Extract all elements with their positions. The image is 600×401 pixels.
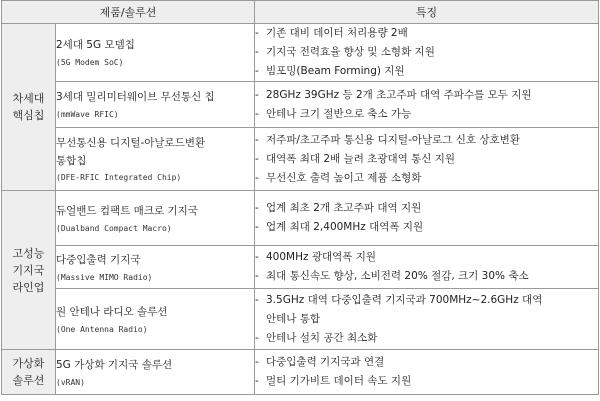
product-feature-table — [1, 0, 599, 395]
product-subtitle: (DFE-RFIC Integrated Chip) — [56, 172, 182, 182]
product-name: 3세대 밀리미터웨이브 무선통신 칩 — [56, 91, 215, 103]
category-label: 핵심칩 — [12, 109, 45, 122]
feature-cell — [255, 289, 599, 350]
category-label: 가상화 — [12, 357, 45, 370]
category-label: 고성능 — [12, 246, 45, 260]
category-cell — [2, 191, 56, 350]
product-cell — [56, 246, 255, 289]
product-subtitle: (One Antenna Radio) — [56, 324, 148, 334]
product-cell — [56, 128, 255, 191]
product-name-line2: 통합칩 — [56, 154, 87, 167]
product-name: 원 안테나 라디오 솔루션 — [56, 305, 168, 318]
feature-item: - 빔포밍(Beam Forming) 지원 — [255, 65, 405, 77]
feature-item: - 최대 통신속도 향상, 소비전력 20% 절감, 크기 30% 축소 — [255, 270, 529, 282]
product-cell — [56, 350, 255, 395]
product-subtitle: (5G Modem SoC) — [56, 58, 124, 67]
category-label: 라인업 — [12, 280, 45, 294]
product-subtitle: (vRAN) — [56, 377, 85, 387]
product-subtitle: (Massive MIMO Radio) — [56, 272, 153, 282]
product-subtitle: (mmWave RFIC) — [56, 110, 119, 119]
table-row — [2, 24, 599, 82]
feature-cell — [255, 246, 599, 289]
product-name: 5G 가상화 기지국 솔루션 — [56, 358, 173, 371]
product-cell — [56, 24, 255, 82]
table-row — [2, 350, 599, 395]
table-header-row — [2, 1, 599, 24]
table-row — [2, 246, 599, 289]
feature-cell — [255, 82, 599, 128]
category-cell — [2, 24, 56, 191]
category-label: 차세대 — [12, 92, 45, 105]
table-row — [2, 82, 599, 128]
feature-item: - 안테나 설치 공간 최소화 — [255, 331, 378, 344]
feature-item: - 대역폭 최대 2배 늘려 초광대역 통신 지원 — [255, 152, 455, 165]
table-row — [2, 289, 599, 350]
feature-item: - 멀티 기가비트 데이터 속도 지원 — [255, 375, 412, 387]
feature-cell — [255, 191, 599, 246]
feature-item: - 기지국 전력효율 향상 및 소형화 지원 — [255, 46, 435, 58]
category-cell — [2, 350, 56, 395]
feature-item: - 28GHz 39GHz 등 2개 초고주파 대역 주파수를 모두 지원 — [255, 88, 532, 101]
product-subtitle: (Dualband Compact Macro) — [56, 223, 172, 233]
header-product: 제품/솔루션 — [2, 1, 255, 24]
feature-item: - 무선신호 출력 높이고 제품 소형화 — [255, 171, 422, 184]
product-cell — [56, 82, 255, 128]
table-row — [2, 128, 599, 191]
feature-item: - 업계 최초 2개 초고주파 대역 지원 — [255, 202, 422, 214]
product-cell — [56, 289, 255, 350]
feature-item: - 다중입출력 기지국과 연결 — [255, 356, 385, 368]
feature-item: - 업계 최대 2,400MHz 대역폭 지원 — [255, 221, 424, 233]
feature-cell — [255, 128, 599, 191]
category-label: 솔루션 — [12, 374, 45, 387]
feature-cell — [255, 350, 599, 395]
product-name: 다중입출력 기지국 — [56, 253, 141, 266]
product-name: 듀얼밴드 컴팩트 매크로 기지국 — [56, 204, 198, 217]
feature-item: - 3.5GHz 대역 다중입출력 기지국과 700MHz~2.6GHz 대역 — [255, 293, 543, 306]
header-feature: 특징 — [255, 1, 599, 24]
feature-item-continuation: 안테나 통합 — [266, 312, 321, 325]
category-label: 기지국 — [12, 263, 45, 277]
feature-cell — [255, 24, 599, 82]
feature-item: - 저주파/초고주파 통신용 디지털-아날로그 신호 상호변환 — [255, 133, 520, 146]
product-name: 2세대 5G 모뎀칩 — [56, 39, 135, 51]
feature-item: - 기존 대비 데이터 처리용량 2배 — [255, 27, 408, 39]
product-table-container — [1, 0, 599, 395]
product-name: 무선통신용 디지털-아날로드변환 — [56, 136, 206, 149]
table-row — [2, 191, 599, 246]
product-cell — [56, 191, 255, 246]
feature-item: - 안테나 크기 절반으로 축소 가능 — [255, 107, 412, 120]
feature-item: - 400MHz 광대역폭 지원 — [255, 251, 377, 263]
